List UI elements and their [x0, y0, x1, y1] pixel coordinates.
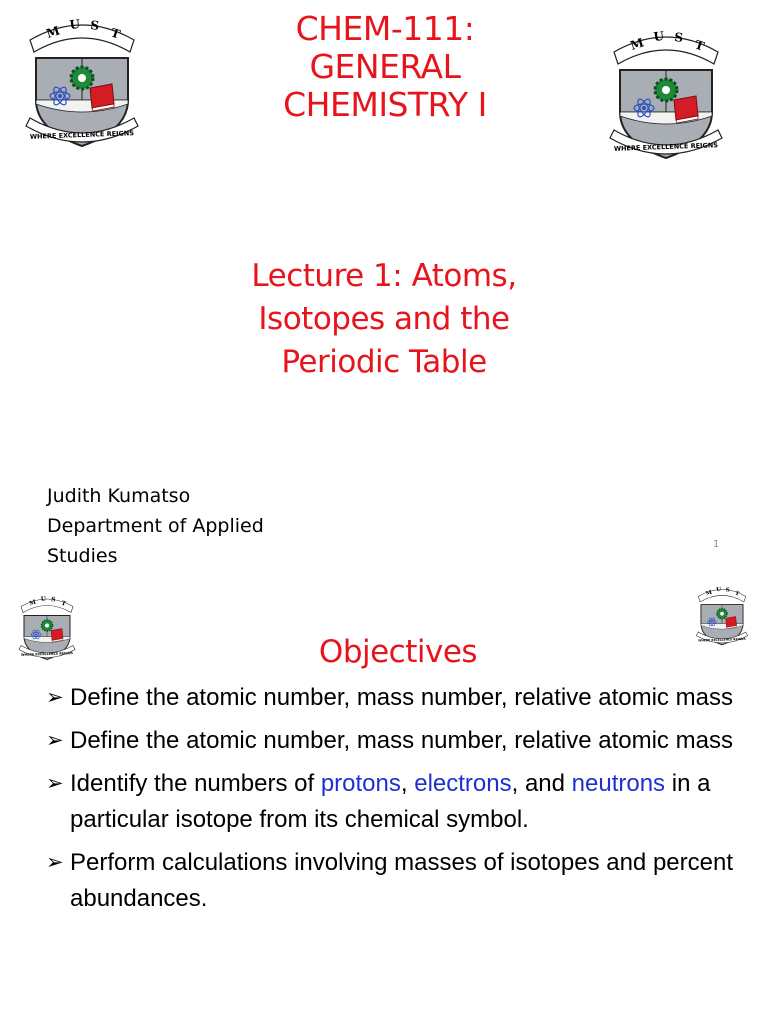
lecture-title-line: Lecture 1: Atoms, — [251, 258, 517, 294]
logo-letter-u: U — [716, 586, 722, 594]
course-title — [150, 10, 620, 124]
logo-letter-s: S — [50, 596, 56, 604]
objective-text: Define the atomic number, mass number, relative atomic mass — [70, 684, 733, 711]
objective-item — [46, 723, 756, 759]
arrow-bullet-icon: ➢ — [46, 729, 64, 752]
logo-letter-t: T — [693, 37, 706, 54]
logo-letter-s: S — [725, 587, 731, 594]
course-title-line: CHEM-111: — [295, 9, 475, 48]
course-title-line: GENERAL — [309, 47, 461, 86]
logo-letter-m: M — [705, 589, 713, 598]
arrow-bullet-icon: ➢ — [46, 686, 64, 709]
logo-motto: WHERE EXCELLENCE REIGNS — [613, 141, 719, 153]
lecture-title-line: Isotopes and the — [258, 301, 510, 337]
logo-letter-m: M — [44, 23, 62, 41]
must-logo-right — [690, 576, 754, 656]
objective-text: , — [400, 770, 415, 797]
must-logo-left — [12, 8, 152, 158]
objective-text: , and — [511, 770, 572, 797]
term-electrons: electrons — [414, 770, 512, 797]
logo-letter-u: U — [652, 28, 665, 44]
logo-letter-t: T — [60, 599, 67, 608]
objective-item — [46, 845, 756, 917]
objective-text: Perform calculations involving masses of isotopes and percent abundances. — [70, 849, 733, 912]
logo-motto: WHERE EXCELLENCE REIGNS — [29, 129, 135, 141]
logo-motto: WHERE EXCELLENCE REIGNS — [698, 636, 746, 643]
objective-item — [46, 680, 756, 716]
page-number: 1 — [713, 539, 720, 550]
logo-letter-s: S — [673, 30, 684, 45]
objective-text: in a particular isotope from its chemical symbol. — [70, 770, 711, 833]
objective-text: Identify the numbers of — [70, 770, 321, 797]
logo-letter-m: M — [28, 598, 37, 608]
author-department: Department of Applied — [47, 515, 264, 537]
arrow-bullet-icon: ➢ — [46, 772, 64, 795]
must-logo-left — [12, 590, 82, 666]
author-department: Studies — [47, 545, 118, 567]
logo-letter-u: U — [68, 16, 81, 32]
lecture-title — [130, 255, 638, 384]
term-protons: protons — [320, 770, 401, 797]
must-logo-icon — [12, 590, 82, 666]
logo-letter-m: M — [628, 35, 646, 53]
objectives-title: Objectives — [318, 634, 478, 670]
author-block — [47, 481, 264, 571]
term-neutrons: neutrons — [571, 770, 666, 797]
arrow-bullet-icon: ➢ — [46, 851, 64, 874]
must-logo-icon — [12, 8, 152, 158]
logo-letter-t: T — [734, 590, 740, 598]
logo-motto: WHERE EXCELLENCE REIGNS — [20, 651, 74, 657]
objective-text: Define the atomic number, mass number, relative atomic mass — [70, 727, 733, 754]
must-logo-icon — [690, 576, 754, 656]
logo-letter-t: T — [109, 25, 122, 42]
lecture-title-line: Periodic Table — [281, 344, 487, 380]
objectives-slide — [0, 572, 768, 1024]
logo-letter-u: U — [40, 595, 47, 603]
objective-item — [46, 766, 756, 838]
course-title-line: CHEMISTRY I — [283, 85, 487, 124]
logo-letter-s: S — [89, 18, 100, 33]
author-name: Judith Kumatso — [47, 485, 191, 507]
objectives-list — [46, 680, 756, 924]
